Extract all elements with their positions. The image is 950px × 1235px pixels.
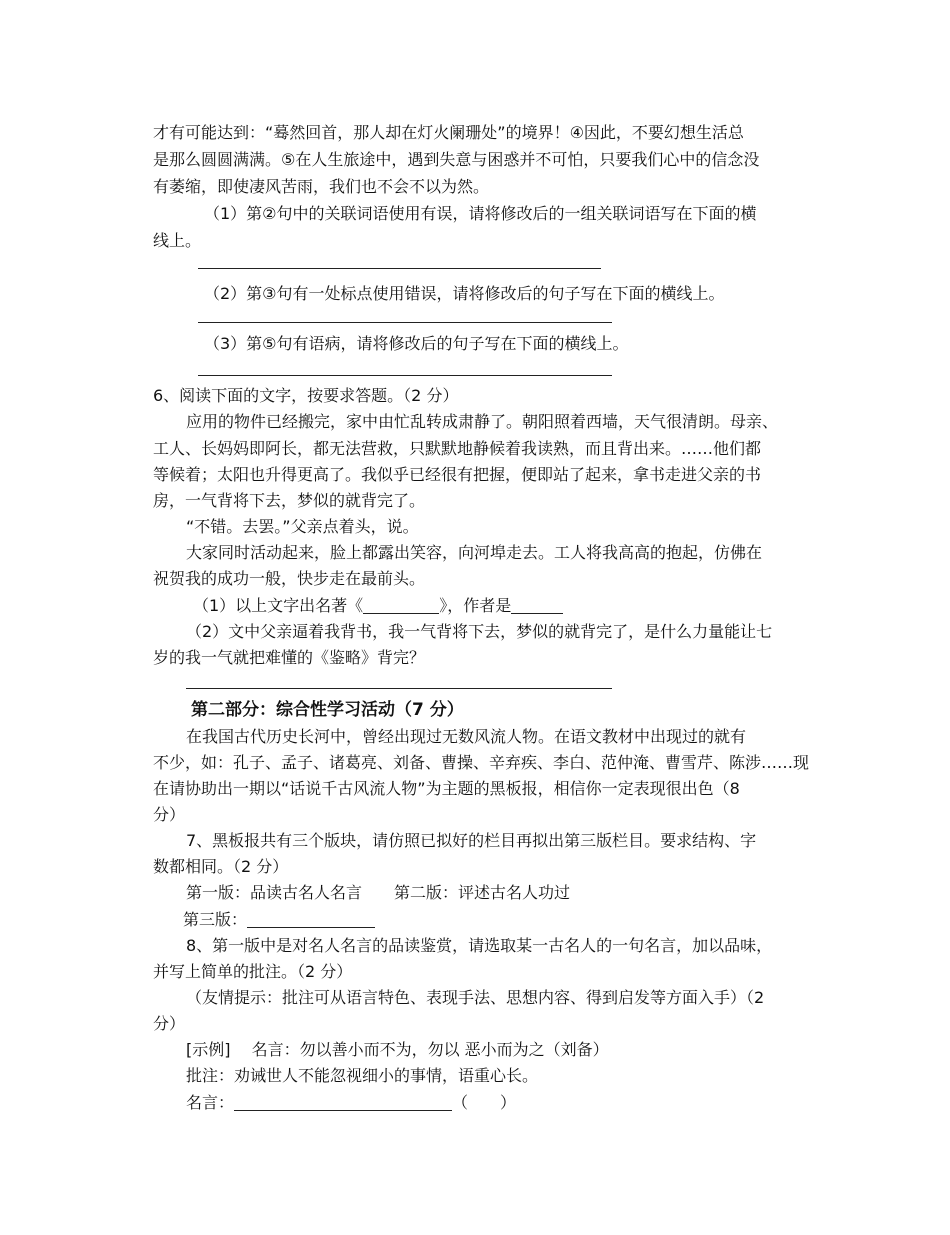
question-text: 名言： （ ） <box>186 1093 517 1112</box>
answer-line[interactable] <box>198 322 612 323</box>
author-blank[interactable] <box>511 597 563 614</box>
passage-line: 等候着；太阳也升得更高了。我似乎已经很有把握，便即站了起来，拿书走进父亲的书 <box>153 465 762 484</box>
question-text: （3）第⑤句有语病，请将修改后的句子写在下面的横线上。 <box>204 334 629 353</box>
question-heading: 6、阅读下面的文字，按要求答题。（2 分） <box>153 386 459 405</box>
question-text: （2）第③句有一处标点使用错误，请将修改后的句子写在下面的横线上。 <box>204 284 725 303</box>
text-line: 分） <box>153 805 186 824</box>
answer-line[interactable] <box>186 688 612 689</box>
hint-text: （友情提示：批注可从语言特色、表现手法、思想内容、得到启发等方面入手）（2 <box>186 988 765 1007</box>
passage-line: 应用的物件已经搬完，家中由忙乱转成肃静了。朝阳照着西墙，天气很清朗。母亲、 <box>186 412 779 431</box>
text-line: 分） <box>153 1014 186 1033</box>
question-text: 岁的我一气就把难懂的《鉴略》背完？ <box>153 648 426 667</box>
question-text: （1）第②句中的关联词语使用有误，请将修改后的一组关联词语写在下面的横 <box>204 204 757 223</box>
question-text: （1）以上文字出名著《 》，作者是 <box>193 596 563 616</box>
text-line: 在请协助出一期以“话说千古风流人物”为主题的黑板报，相信你一定表现很出色（8 <box>153 779 740 798</box>
passage-line: 工人、长妈妈即阿长，都无法营救，只默默地静候着我读熟，而且背出来。……他们都 <box>153 439 762 458</box>
text-line: 才有可能达到：“蓦然回首，那人却在灯火阑珊处”的境界！④因此，不要幻想生活总 <box>153 123 744 142</box>
passage-line: 大家同时活动起来，脸上都露出笑容，向河埠走去。工人将我高高的抱起，仿佛在 <box>186 543 763 562</box>
question-text: （2）文中父亲逼着我背书，我一气背将下去，梦似的就背完了，是什么力量能让七 <box>186 622 773 641</box>
question-heading: 7、黑板报共有三个版块，请仿照已拟好的栏目再拟出第三版栏目。要求结构、字 <box>186 831 757 850</box>
text-line: 并写上简单的批注。（2 分） <box>153 962 353 981</box>
passage-line: 祝贺我的成功一般，快步走在最前头。 <box>153 569 426 588</box>
quote-blank[interactable] <box>234 1094 452 1111</box>
third-column-blank[interactable] <box>247 911 375 928</box>
text-line: 不少，如：孔子、孟子、诸葛亮、刘备、曹操、辛弃疾、李白、范仲淹、曹雪芹、陈涉……现 <box>153 753 810 772</box>
passage-line: 房，一气背将下去，梦似的就背完了。 <box>153 491 426 510</box>
section-heading: 第二部分：综合性学习活动（7 分） <box>191 700 464 720</box>
question-heading: 8、第一版中是对名人名言的品读鉴赏，请选取某一古名人的一句名言，加以品味， <box>186 936 773 955</box>
passage-line: “不错。去罢。”父亲点着头，说。 <box>186 517 419 536</box>
text-line: 第一版：品读古名人名言 第二版：评述古名人功过 <box>186 883 571 902</box>
text-line: 是那么圆圆满满。⑤在人生旅途中，遇到失意与困惑并不可怕，只要我们心中的信念没 <box>153 150 760 169</box>
text-line: 有萎缩，即使凄风苦雨，我们也不会不以为然。 <box>153 177 490 196</box>
example-text: 批注：劝诫世人不能忽视细小的事情，语重心长。 <box>186 1066 539 1085</box>
answer-line[interactable] <box>198 268 601 269</box>
book-title-blank[interactable] <box>363 597 439 614</box>
answer-line[interactable] <box>198 375 612 376</box>
text-line: 在我国古代历史长河中，曾经出现过无数风流人物。在语文教材中出现过的就有 <box>186 727 747 746</box>
example-text: [示例] 名言：勿以善小而不为，勿以 恶小而为之（刘备） <box>186 1040 609 1059</box>
text-line: 线上。 <box>153 231 202 250</box>
text-line: 数都相同。（2 分） <box>153 857 289 876</box>
question-text: 第三版： <box>183 910 375 930</box>
